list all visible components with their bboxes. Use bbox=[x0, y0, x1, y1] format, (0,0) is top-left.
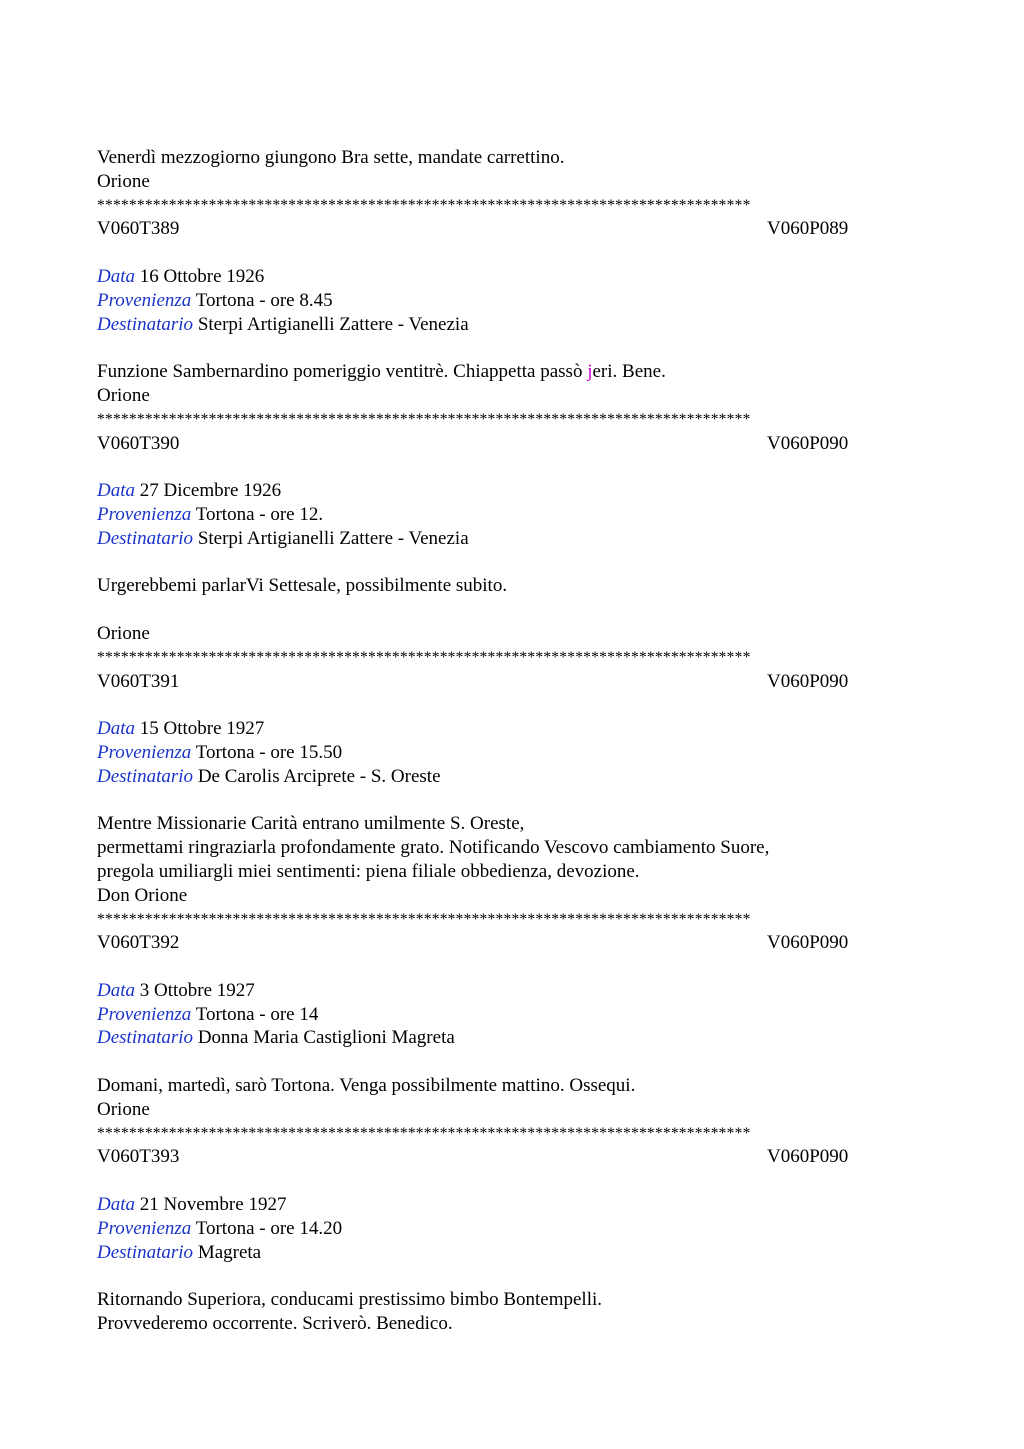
destinatario-label: Destinatario bbox=[97, 765, 194, 787]
telegram-body-line: Venerdì mezzogiorno giungono Bra sette, mandate carrettino. bbox=[97, 147, 565, 168]
telegram-recipient-row bbox=[97, 527, 927, 551]
telegram-recipient: Donna Maria Castiglioni Magreta bbox=[197, 1027, 455, 1049]
telegram-body-line: permettami ringraziarla profondamente grato. Notificando Vescovo cambiamento Suore, bbox=[97, 837, 770, 859]
telegram-date: 21 Novembre 1927 bbox=[139, 1194, 287, 1216]
telegram-signature: Don Orione bbox=[97, 884, 188, 906]
telegram-code: V060T393 bbox=[97, 1146, 180, 1168]
separator-line: ********************************************************************************** bbox=[97, 410, 751, 428]
telegram-recipient: Magreta bbox=[197, 1241, 262, 1263]
telegram-recipient-row bbox=[97, 765, 927, 789]
telegram-code: V060T391 bbox=[97, 670, 180, 692]
telegram-body-line: Urgerebbemi parlarVi Settesale, possibilmente subito. bbox=[97, 575, 508, 597]
telegram-body-line: Mentre Missionarie Carità entrano umilmente S. Oreste, bbox=[97, 813, 525, 835]
provenienza-label: Provenienza bbox=[97, 741, 192, 763]
telegram-date-row bbox=[97, 479, 927, 503]
telegram-signature: Orione bbox=[97, 622, 150, 644]
telegram-origin-row bbox=[97, 741, 927, 765]
telegram-origin-row bbox=[97, 503, 927, 527]
page-code: V060P089 bbox=[767, 218, 849, 240]
data-label: Data bbox=[97, 480, 135, 502]
telegram-date: 3 Ottobre 1927 bbox=[139, 979, 255, 1001]
destinatario-label: Destinatario bbox=[97, 1241, 194, 1263]
telegram-origin-row bbox=[97, 1217, 927, 1241]
telegram-date-row bbox=[97, 979, 927, 1003]
telegram-recipient-row bbox=[97, 313, 927, 337]
telegram-recipient: Sterpi Artigianelli Zattere - Venezia bbox=[197, 313, 469, 335]
body-text: eri. Bene. bbox=[592, 361, 666, 383]
telegram-origin: Tortona - ore 15.50 bbox=[195, 741, 343, 763]
page-code: V060P090 bbox=[767, 1146, 849, 1168]
telegram-codes bbox=[97, 931, 927, 955]
telegram-body-line: pregola umiliargli miei sentimenti: piena filiale obbedienza, devozione. bbox=[97, 860, 640, 882]
body-text: Funzione Sambernardino pomeriggio ventitrè. Chiappetta passò bbox=[97, 361, 588, 383]
data-label: Data bbox=[97, 979, 135, 1001]
separator-line: ********************************************************************************** bbox=[97, 1124, 751, 1142]
telegram-code: V060T390 bbox=[97, 432, 180, 454]
page-code: V060P090 bbox=[767, 932, 849, 954]
separator-line: ********************************************************************************** bbox=[97, 910, 751, 928]
provenienza-label: Provenienza bbox=[97, 1003, 192, 1025]
telegram-body-line: Ritornando Superiora, conducami prestissimo bimbo Bontempelli. bbox=[97, 1289, 603, 1311]
provenienza-label: Provenienza bbox=[97, 1217, 192, 1239]
telegram-recipient-row bbox=[97, 1241, 927, 1265]
telegram-codes bbox=[97, 217, 927, 241]
document-page bbox=[97, 146, 927, 1336]
telegram-date: 16 Ottobre 1926 bbox=[139, 265, 265, 287]
telegram-codes bbox=[97, 670, 927, 694]
telegram-signature: Orione bbox=[97, 1098, 150, 1120]
telegram-origin-row bbox=[97, 289, 927, 313]
telegram-date: 27 Dicembre 1926 bbox=[139, 480, 282, 502]
telegram-recipient-row bbox=[97, 1026, 927, 1050]
highlighted-letter: j bbox=[587, 361, 593, 383]
telegram-code: V060T392 bbox=[97, 932, 180, 954]
telegram-body-line bbox=[97, 360, 927, 384]
telegram-date-row bbox=[97, 1193, 927, 1217]
telegram-recipient: Sterpi Artigianelli Zattere - Venezia bbox=[197, 527, 469, 549]
telegram-date-row bbox=[97, 265, 927, 289]
data-label: Data bbox=[97, 265, 135, 287]
data-label: Data bbox=[97, 718, 135, 740]
telegram-body-line: Domani, martedì, sarò Tortona. Venga possibilmente mattino. Ossequi. bbox=[97, 1075, 636, 1097]
separator-line: ********************************************************************************** bbox=[97, 648, 751, 666]
telegram-codes bbox=[97, 1145, 927, 1169]
page-code: V060P090 bbox=[767, 670, 849, 692]
telegram-origin-row bbox=[97, 1003, 927, 1027]
telegram-date-row bbox=[97, 717, 927, 741]
telegram-signature: Orione bbox=[97, 170, 150, 192]
page-code: V060P090 bbox=[767, 432, 849, 454]
data-label: Data bbox=[97, 1194, 135, 1216]
telegram-date: 15 Ottobre 1927 bbox=[139, 718, 265, 740]
telegram-origin: Tortona - ore 14 bbox=[195, 1003, 319, 1025]
telegram-signature: Orione bbox=[97, 384, 150, 406]
separator-line: ********************************************************************************** bbox=[97, 196, 751, 214]
provenienza-label: Provenienza bbox=[97, 503, 192, 525]
telegram-origin: Tortona - ore 12. bbox=[195, 503, 324, 525]
telegram-recipient: De Carolis Arciprete - S. Oreste bbox=[197, 765, 441, 787]
telegram-codes bbox=[97, 432, 927, 456]
telegram-body-line: Provvederemo occorrente. Scriverò. Benedico. bbox=[97, 1313, 453, 1335]
provenienza-label: Provenienza bbox=[97, 289, 192, 311]
telegram-origin: Tortona - ore 8.45 bbox=[195, 289, 333, 311]
telegram-origin: Tortona - ore 14.20 bbox=[195, 1217, 343, 1239]
destinatario-label: Destinatario bbox=[97, 313, 194, 335]
destinatario-label: Destinatario bbox=[97, 1027, 194, 1049]
destinatario-label: Destinatario bbox=[97, 527, 194, 549]
telegram-code: V060T389 bbox=[97, 218, 180, 240]
